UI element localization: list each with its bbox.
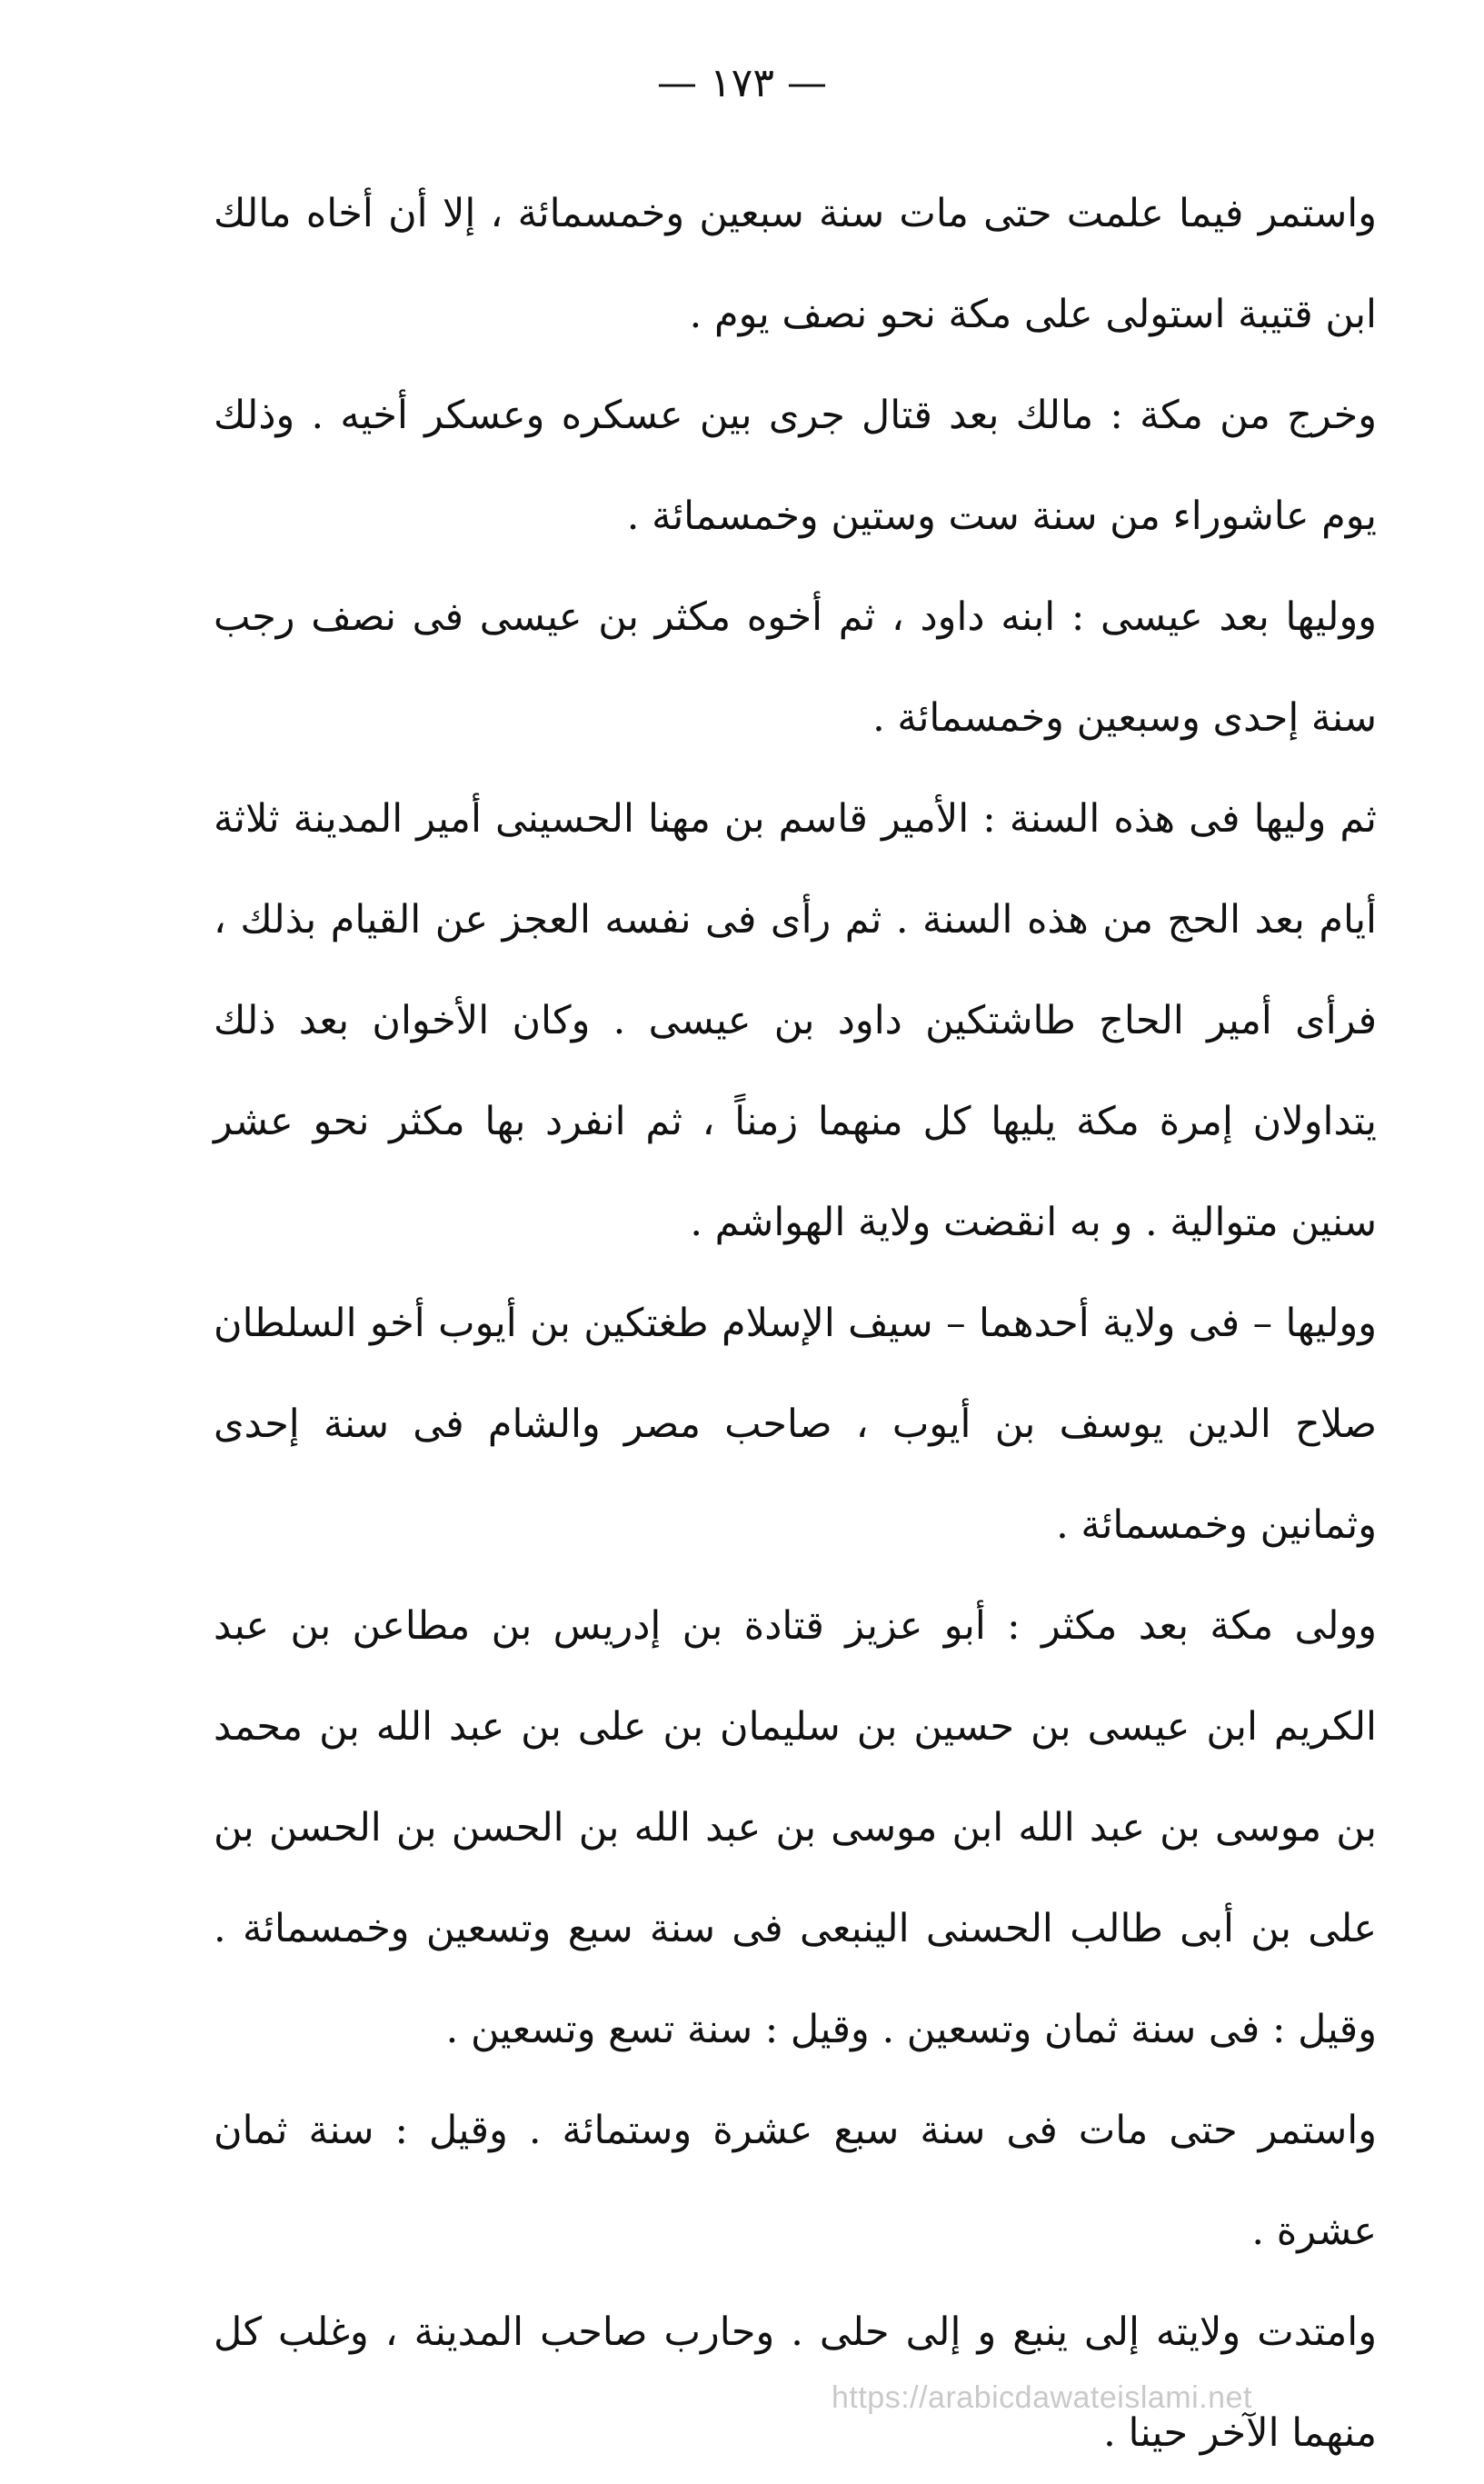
paragraph-2: وخرج من مكة : مالك بعد قتال جرى بين عسكره وعسكر أخيه . وذلك يوم عاشوراء من سنة ست وستين وخمسمائة . — [214, 393, 1377, 539]
paragraph-3: ووليها بعد عيسى : ابنه داود ، ثم أخوه مكثر بن عيسى فى نصف رجب سنة إحدى وسبعين وخمسمائة . — [214, 594, 1377, 741]
paragraph-1: واستمر فيما علمت حتى مات سنة سبعين وخمسمائة ، إلا أن أخاه مالك ابن قتيبة استولى على مكة نحو نصف يوم . — [214, 191, 1377, 337]
paragraph-7: واستمر حتى مات فى سنة سبع عشرة وستمائة . وقيل : سنة ثمان عشرة . — [214, 2108, 1377, 2254]
paragraph-4: ثم وليها فى هذه السنة : الأمير قاسم بن مهنا الحسينى أمير المدينة ثلاثة أيام بعد الحج من هذه السنة . ثم رأى فى نفسه العجز عن القيام بذلك ، فرأى أمير الحاج طاشتكين داود بن عيسى . وكان الأخوان بعد ذلك يتداولان إمرة مكة يليها كل منهما زمناً ، ثم انفرد بها مكثر نحو عشر سنين متوالية . و به انقضت ولاية الهواشم . — [214, 796, 1377, 1245]
page-body — [214, 164, 1377, 2484]
watermark-url: https://arabicdawateislami.net — [832, 2380, 1252, 2415]
paragraph-6: وولى مكة بعد مكثر : أبو عزيز قتادة بن إدريس بن مطاعن بن عبد الكريم ابن عيسى بن حسين بن سليمان بن على بن عبد الله بن محمد بن موسى بن عبد الله ابن موسى بن عبد الله بن الحسن بن الحسن بن على بن أبى طالب الحسنى الينبعى فى سنة سبع وتسعين وخمسمائة . وقيل : فى سنة ثمان وتسعين . وقيل : سنة تسع وتسعين . — [214, 1603, 1377, 2052]
paragraph-5: ووليها – فى ولاية أحدهما – سيف الإسلام طغتكين بن أيوب أخو السلطان صلاح الدين يوسف بن أيوب ، صاحب مصر والشام فى سنة إحدى وثمانين وخمسمائة . — [214, 1301, 1377, 1548]
page-number: — ١٧٣ — — [657, 60, 827, 106]
paragraph-8: وامتدت ولايته إلى ينبع و إلى حلى . وحارب صاحب المدينة ، وغلب كل منهما الآخر حينا . — [214, 2309, 1377, 2456]
